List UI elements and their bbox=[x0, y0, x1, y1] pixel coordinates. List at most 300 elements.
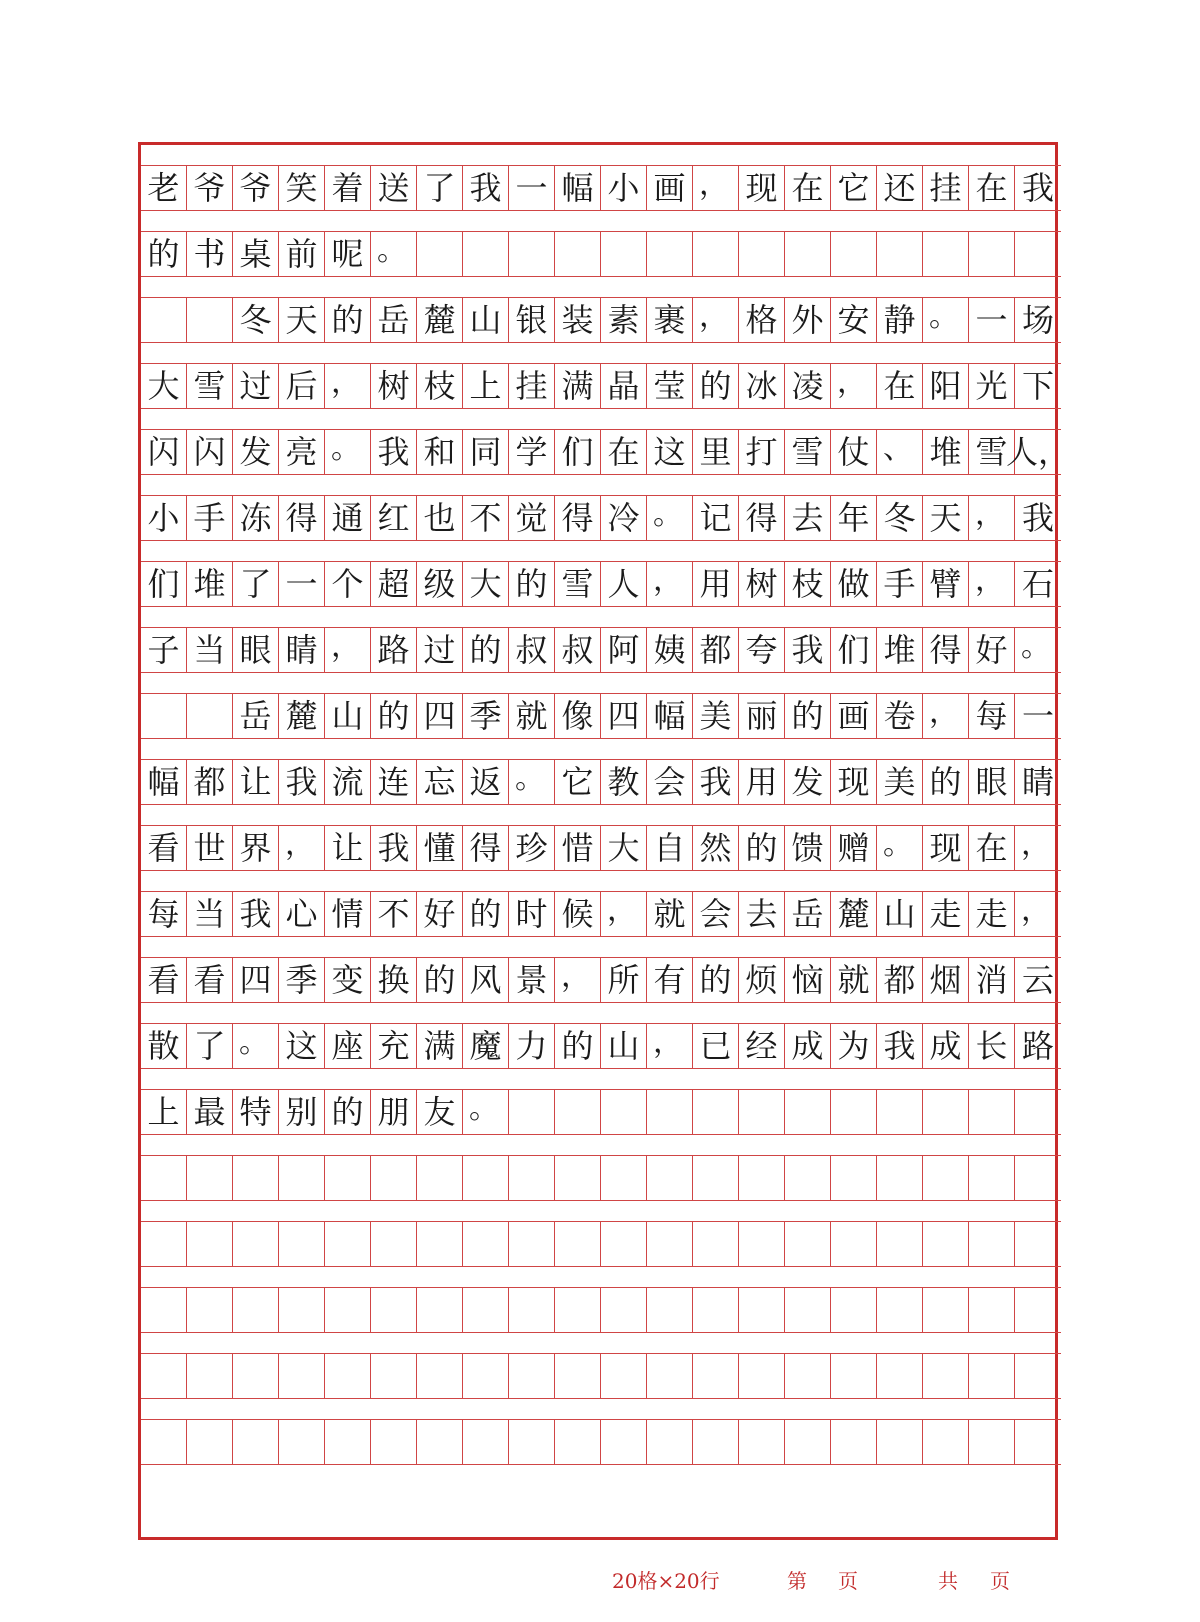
grid-row bbox=[141, 1089, 1061, 1135]
grid-cell: 过 bbox=[233, 363, 279, 409]
grid-cell: 幅 bbox=[141, 759, 187, 805]
grid-cell: ， bbox=[1015, 825, 1061, 871]
grid-cell bbox=[279, 1221, 325, 1267]
grid-cell: 得 bbox=[923, 627, 969, 673]
grid-cell bbox=[371, 1287, 417, 1333]
grid-cell bbox=[693, 231, 739, 277]
grid-cell: 现 bbox=[831, 759, 877, 805]
grid-cell: 。 bbox=[463, 1089, 509, 1135]
grid-cell: 冬 bbox=[233, 297, 279, 343]
grid-cell: 走 bbox=[969, 891, 1015, 937]
grid-cell: 经 bbox=[739, 1023, 785, 1069]
grid-cell: 年 bbox=[831, 495, 877, 541]
grid-cell bbox=[463, 1353, 509, 1399]
grid-cell: 就 bbox=[831, 957, 877, 1003]
grid-cell bbox=[141, 1419, 187, 1465]
grid-cell bbox=[831, 231, 877, 277]
grid-cell: 外 bbox=[785, 297, 831, 343]
grid-cell: 笑 bbox=[279, 165, 325, 211]
grid-cell bbox=[279, 1155, 325, 1201]
grid-cell: 山 bbox=[601, 1023, 647, 1069]
grid-cell bbox=[509, 1353, 555, 1399]
grid-cell: 还 bbox=[877, 165, 923, 211]
grid-cell bbox=[969, 1287, 1015, 1333]
grid-cell bbox=[647, 231, 693, 277]
grid-cell: 做 bbox=[831, 561, 877, 607]
grid-cell bbox=[693, 1089, 739, 1135]
grid-cell: 在 bbox=[877, 363, 923, 409]
grid-cell: 仗 bbox=[831, 429, 877, 475]
grid-cell bbox=[555, 1089, 601, 1135]
grid-cell: 发 bbox=[785, 759, 831, 805]
grid-cell bbox=[969, 1221, 1015, 1267]
grid-cell: 场 bbox=[1015, 297, 1061, 343]
grid-cell: 时 bbox=[509, 891, 555, 937]
grid-cell: 冬 bbox=[877, 495, 923, 541]
grid-cell: 的 bbox=[463, 627, 509, 673]
grid-cell: 特 bbox=[233, 1089, 279, 1135]
grid-cell: 现 bbox=[923, 825, 969, 871]
grid-cell: 让 bbox=[325, 825, 371, 871]
grid-row bbox=[141, 1155, 1061, 1201]
grid-cell: 魔 bbox=[463, 1023, 509, 1069]
grid-cell bbox=[187, 1353, 233, 1399]
grid-cell bbox=[371, 1419, 417, 1465]
grid-cell: 幅 bbox=[647, 693, 693, 739]
grid-cell bbox=[509, 1287, 555, 1333]
grid-cell: 格 bbox=[739, 297, 785, 343]
grid-cell: 的 bbox=[371, 693, 417, 739]
grid-cell bbox=[877, 1155, 923, 1201]
grid-cell: 懂 bbox=[417, 825, 463, 871]
grid-cell bbox=[233, 1419, 279, 1465]
grid-cell: 的 bbox=[463, 891, 509, 937]
grid-cell: 美 bbox=[877, 759, 923, 805]
grid-cell: 和 bbox=[417, 429, 463, 475]
grid-row bbox=[141, 1419, 1061, 1465]
grid-cell: 季 bbox=[463, 693, 509, 739]
grid-cell bbox=[601, 1089, 647, 1135]
grid-cell: 都 bbox=[693, 627, 739, 673]
grid-cell: 得 bbox=[279, 495, 325, 541]
grid-cell: 个 bbox=[325, 561, 371, 607]
grid-cell bbox=[371, 1353, 417, 1399]
grid-cell: 人， bbox=[1015, 429, 1061, 475]
grid-cell bbox=[877, 1353, 923, 1399]
grid-cell bbox=[601, 1287, 647, 1333]
grid-cell: 桌 bbox=[233, 231, 279, 277]
grid-cell: 美 bbox=[693, 693, 739, 739]
grid-cell bbox=[325, 1353, 371, 1399]
grid-cell bbox=[969, 1155, 1015, 1201]
grid-cell: ， bbox=[279, 825, 325, 871]
grid-cell: 岳 bbox=[371, 297, 417, 343]
grid-cell: 通 bbox=[325, 495, 371, 541]
grid-cell: ， bbox=[325, 627, 371, 673]
grid-cell: 看 bbox=[141, 825, 187, 871]
grid-cell: 静 bbox=[877, 297, 923, 343]
grid-cell: 看 bbox=[187, 957, 233, 1003]
grid-cell: 山 bbox=[877, 891, 923, 937]
grid-cell: 莹 bbox=[647, 363, 693, 409]
grid-cell: ， bbox=[647, 1023, 693, 1069]
grid-cell bbox=[1015, 1287, 1061, 1333]
grid-cell: 丽 bbox=[739, 693, 785, 739]
grid-cell bbox=[325, 1155, 371, 1201]
grid-cell: 得 bbox=[555, 495, 601, 541]
grid-cell bbox=[739, 231, 785, 277]
grid-cell: 过 bbox=[417, 627, 463, 673]
grid-cell: 。 bbox=[233, 1023, 279, 1069]
grid-cell: 路 bbox=[371, 627, 417, 673]
grid-cell: 变 bbox=[325, 957, 371, 1003]
grid-cell bbox=[601, 1353, 647, 1399]
grid-cell: 爷 bbox=[233, 165, 279, 211]
grid-cell: 装 bbox=[555, 297, 601, 343]
grid-cell: 候 bbox=[555, 891, 601, 937]
grid-cell: 天 bbox=[279, 297, 325, 343]
grid-cell: ， bbox=[969, 561, 1015, 607]
grid-cell bbox=[877, 1221, 923, 1267]
grid-cell: 的 bbox=[509, 561, 555, 607]
grid-row bbox=[141, 297, 1061, 343]
grid-cell bbox=[555, 1221, 601, 1267]
grid-cell: 小 bbox=[601, 165, 647, 211]
grid-cell: ， bbox=[693, 165, 739, 211]
grid-cell: 季 bbox=[279, 957, 325, 1003]
grid-cell: 臂 bbox=[923, 561, 969, 607]
grid-cell: 们 bbox=[141, 561, 187, 607]
grid-cell: 得 bbox=[739, 495, 785, 541]
grid-cell: 一 bbox=[509, 165, 555, 211]
grid-cell bbox=[969, 1419, 1015, 1465]
grid-row bbox=[141, 627, 1061, 673]
grid-cell bbox=[463, 1419, 509, 1465]
grid-cell: 每 bbox=[969, 693, 1015, 739]
grid-cell bbox=[417, 1353, 463, 1399]
grid-cell: ， bbox=[831, 363, 877, 409]
grid-cell bbox=[187, 1155, 233, 1201]
grid-cell bbox=[555, 1419, 601, 1465]
grid-cell bbox=[187, 693, 233, 739]
grid-cell: 然 bbox=[693, 825, 739, 871]
grid-cell: 一 bbox=[1015, 693, 1061, 739]
grid-cell: 惜 bbox=[555, 825, 601, 871]
grid-cell: 凌 bbox=[785, 363, 831, 409]
grid-cell: 我 bbox=[1015, 495, 1061, 541]
grid-cell: 素 bbox=[601, 297, 647, 343]
grid-cell: 记 bbox=[693, 495, 739, 541]
grid-cell bbox=[187, 297, 233, 343]
grid-cell: 亮 bbox=[279, 429, 325, 475]
grid-cell bbox=[141, 693, 187, 739]
grid-cell: ， bbox=[325, 363, 371, 409]
grid-cell: 。 bbox=[923, 297, 969, 343]
grid-cell bbox=[739, 1353, 785, 1399]
grid-cell: 当 bbox=[187, 891, 233, 937]
grid-cell bbox=[279, 1353, 325, 1399]
grid-cell: 一 bbox=[969, 297, 1015, 343]
grid-cell: 会 bbox=[693, 891, 739, 937]
grid-cell bbox=[509, 1089, 555, 1135]
grid-cell bbox=[785, 231, 831, 277]
grid-cell: 着 bbox=[325, 165, 371, 211]
grid-cell: 画 bbox=[647, 165, 693, 211]
grid-cell: 冷 bbox=[601, 495, 647, 541]
grid-row bbox=[141, 363, 1061, 409]
grid-cell: 枝 bbox=[417, 363, 463, 409]
grid-cell bbox=[555, 1287, 601, 1333]
grid-cell bbox=[923, 1419, 969, 1465]
grid-cell: 我 bbox=[785, 627, 831, 673]
grid-cell: 睛 bbox=[1015, 759, 1061, 805]
grid-cell: 每 bbox=[141, 891, 187, 937]
grid-cell: 后 bbox=[279, 363, 325, 409]
grid-cell: 叔 bbox=[509, 627, 555, 673]
grid-cell: 阿 bbox=[601, 627, 647, 673]
grid-cell bbox=[831, 1287, 877, 1333]
grid-cell bbox=[187, 1287, 233, 1333]
grid-cell: 、 bbox=[877, 429, 923, 475]
grid-cell bbox=[923, 1089, 969, 1135]
grid-cell bbox=[509, 1221, 555, 1267]
grid-cell: 都 bbox=[877, 957, 923, 1003]
grid-cell: 就 bbox=[647, 891, 693, 937]
grid-cell: 一 bbox=[279, 561, 325, 607]
grid-cell bbox=[509, 231, 555, 277]
grid-cell: 我 bbox=[371, 825, 417, 871]
grid-cell: 在 bbox=[969, 825, 1015, 871]
grid-cell: 超 bbox=[371, 561, 417, 607]
grid-cell: 学 bbox=[509, 429, 555, 475]
grid-cell bbox=[923, 231, 969, 277]
grid-cell bbox=[647, 1287, 693, 1333]
grid-cell: 用 bbox=[693, 561, 739, 607]
grid-cell bbox=[785, 1221, 831, 1267]
grid-cell: ， bbox=[923, 693, 969, 739]
grid-cell bbox=[831, 1155, 877, 1201]
grid-cell: 大 bbox=[463, 561, 509, 607]
grid-cell: 我 bbox=[877, 1023, 923, 1069]
grid-cell: 卷 bbox=[877, 693, 923, 739]
grid-cell bbox=[739, 1155, 785, 1201]
grid-cell: 的 bbox=[693, 957, 739, 1003]
grid-cell: 手 bbox=[877, 561, 923, 607]
grid-cell: 安 bbox=[831, 297, 877, 343]
grid-cell bbox=[647, 1419, 693, 1465]
grid-cell: 心 bbox=[279, 891, 325, 937]
grid-row bbox=[141, 957, 1061, 1003]
grid-cell: 我 bbox=[279, 759, 325, 805]
grid-cell: 世 bbox=[187, 825, 233, 871]
grid-cell: 冰 bbox=[739, 363, 785, 409]
grid-cell: 也 bbox=[417, 495, 463, 541]
grid-cell: 山 bbox=[325, 693, 371, 739]
grid-cell bbox=[417, 1155, 463, 1201]
grid-cell: 山 bbox=[463, 297, 509, 343]
grid-cell: 恼 bbox=[785, 957, 831, 1003]
grid-cell bbox=[601, 1221, 647, 1267]
grid-cell bbox=[279, 1287, 325, 1333]
grid-cell bbox=[969, 231, 1015, 277]
grid-row bbox=[141, 1353, 1061, 1399]
grid-cell: ， bbox=[555, 957, 601, 1003]
grid-cell: 烦 bbox=[739, 957, 785, 1003]
grid-cell: 我 bbox=[693, 759, 739, 805]
grid-cell: 挂 bbox=[509, 363, 555, 409]
grid-cell: 书 bbox=[187, 231, 233, 277]
grid-cell bbox=[417, 1221, 463, 1267]
grid-cell bbox=[555, 1155, 601, 1201]
grid-cell: 界 bbox=[233, 825, 279, 871]
grid-cell bbox=[831, 1089, 877, 1135]
grid-cell bbox=[693, 1155, 739, 1201]
grid-cell: 不 bbox=[371, 891, 417, 937]
grid-cell bbox=[923, 1287, 969, 1333]
grid-cell: 走 bbox=[923, 891, 969, 937]
grid-cell bbox=[325, 1221, 371, 1267]
grid-cell: 返 bbox=[463, 759, 509, 805]
grid-cell bbox=[555, 231, 601, 277]
grid-cell: 的 bbox=[693, 363, 739, 409]
grid-cell: 朋 bbox=[371, 1089, 417, 1135]
grid-cell bbox=[141, 1287, 187, 1333]
grid-cell: 在 bbox=[785, 165, 831, 211]
grid-cell: 它 bbox=[831, 165, 877, 211]
grid-cell: 上 bbox=[463, 363, 509, 409]
grid-cell: 们 bbox=[555, 429, 601, 475]
grid-cell: 自 bbox=[647, 825, 693, 871]
grid-cell: 枝 bbox=[785, 561, 831, 607]
grid-cell bbox=[371, 1155, 417, 1201]
grid-cell: 级 bbox=[417, 561, 463, 607]
grid-cell bbox=[785, 1155, 831, 1201]
grid-cell: 四 bbox=[601, 693, 647, 739]
grid-cell: 。 bbox=[371, 231, 417, 277]
grid-cell bbox=[141, 1221, 187, 1267]
grid-cell: 路 bbox=[1015, 1023, 1061, 1069]
grid-cell: 的 bbox=[417, 957, 463, 1003]
grid-cell: 已 bbox=[693, 1023, 739, 1069]
grid-cell bbox=[693, 1221, 739, 1267]
grid-cell: 忘 bbox=[417, 759, 463, 805]
grid-cell: 在 bbox=[969, 165, 1015, 211]
grid-cell: 岳 bbox=[785, 891, 831, 937]
grid-cell: 雪 bbox=[969, 429, 1015, 475]
grid-cell bbox=[279, 1419, 325, 1465]
grid-cell bbox=[877, 231, 923, 277]
grid-cell bbox=[969, 1353, 1015, 1399]
grid-cell: ， bbox=[647, 561, 693, 607]
grid-cell bbox=[877, 1419, 923, 1465]
grid-cell bbox=[785, 1419, 831, 1465]
grid-cell: 送 bbox=[371, 165, 417, 211]
grid-cell: 堆 bbox=[923, 429, 969, 475]
grid-cell bbox=[739, 1089, 785, 1135]
grid-row bbox=[141, 1023, 1061, 1069]
grid-cell: 会 bbox=[647, 759, 693, 805]
grid-format-label: 20格×20行 bbox=[612, 1569, 720, 1593]
grid-cell: 座 bbox=[325, 1023, 371, 1069]
grid-cell: 满 bbox=[417, 1023, 463, 1069]
grid-cell: 教 bbox=[601, 759, 647, 805]
grid-cell bbox=[831, 1419, 877, 1465]
grid-row bbox=[141, 231, 1061, 277]
grid-cell: 好 bbox=[417, 891, 463, 937]
grid-cell: 为 bbox=[831, 1023, 877, 1069]
grid-cell bbox=[555, 1353, 601, 1399]
grid-cell: 树 bbox=[371, 363, 417, 409]
grid-cell: 去 bbox=[785, 495, 831, 541]
grid-cell: ， bbox=[601, 891, 647, 937]
manuscript-sheet bbox=[138, 142, 1071, 1540]
grid-cell: 我 bbox=[233, 891, 279, 937]
grid-cell bbox=[1015, 1155, 1061, 1201]
grid-row bbox=[141, 1221, 1061, 1267]
grid-cell: 。 bbox=[509, 759, 555, 805]
grid-cell: 觉 bbox=[509, 495, 555, 541]
grid-cell: 的 bbox=[555, 1023, 601, 1069]
grid-cell bbox=[463, 1287, 509, 1333]
grid-row bbox=[141, 165, 1061, 211]
grid-cell: 成 bbox=[785, 1023, 831, 1069]
grid-cell: 的 bbox=[739, 825, 785, 871]
grid-cell: 雪 bbox=[785, 429, 831, 475]
grid-cell: 上 bbox=[141, 1089, 187, 1135]
grid-cell: 云 bbox=[1015, 957, 1061, 1003]
grid-cell bbox=[1015, 1419, 1061, 1465]
grid-cell: 烟 bbox=[923, 957, 969, 1003]
page-number-label-suffix: 页 bbox=[838, 1569, 858, 1593]
grid-cell: 换 bbox=[371, 957, 417, 1003]
grid-cell: 四 bbox=[233, 957, 279, 1003]
grid-cell: 麓 bbox=[417, 297, 463, 343]
grid-cell: 这 bbox=[647, 429, 693, 475]
grid-cell: 连 bbox=[371, 759, 417, 805]
grid-cell bbox=[647, 1353, 693, 1399]
grid-cell: 了 bbox=[187, 1023, 233, 1069]
grid-cell bbox=[1015, 1221, 1061, 1267]
grid-cell: 的 bbox=[785, 693, 831, 739]
grid-cell: 我 bbox=[371, 429, 417, 475]
grid-row bbox=[141, 759, 1061, 805]
grid-row bbox=[141, 495, 1061, 541]
grid-cell: 呢 bbox=[325, 231, 371, 277]
grid-cell bbox=[1015, 1353, 1061, 1399]
grid-cell: 堆 bbox=[877, 627, 923, 673]
grid-cell: 麓 bbox=[279, 693, 325, 739]
grid-cell bbox=[831, 1353, 877, 1399]
grid-cell: 子 bbox=[141, 627, 187, 673]
grid-cell: ， bbox=[969, 495, 1015, 541]
grid-cell: 在 bbox=[601, 429, 647, 475]
grid-row bbox=[141, 429, 1071, 475]
grid-cell: 了 bbox=[233, 561, 279, 607]
total-pages-label-suffix: 页 bbox=[990, 1569, 1010, 1593]
grid-cell: 姨 bbox=[647, 627, 693, 673]
page-number-label-prefix: 第 bbox=[787, 1569, 807, 1593]
grid-cell: 画 bbox=[831, 693, 877, 739]
grid-cell: ， bbox=[693, 297, 739, 343]
grid-cell bbox=[647, 1089, 693, 1135]
grid-cell: 叔 bbox=[555, 627, 601, 673]
grid-cell: 打 bbox=[739, 429, 785, 475]
grid-cell bbox=[141, 1155, 187, 1201]
grid-cell: 光 bbox=[969, 363, 1015, 409]
grid-cell: 眼 bbox=[233, 627, 279, 673]
grid-cell bbox=[325, 1419, 371, 1465]
grid-cell: 了 bbox=[417, 165, 463, 211]
